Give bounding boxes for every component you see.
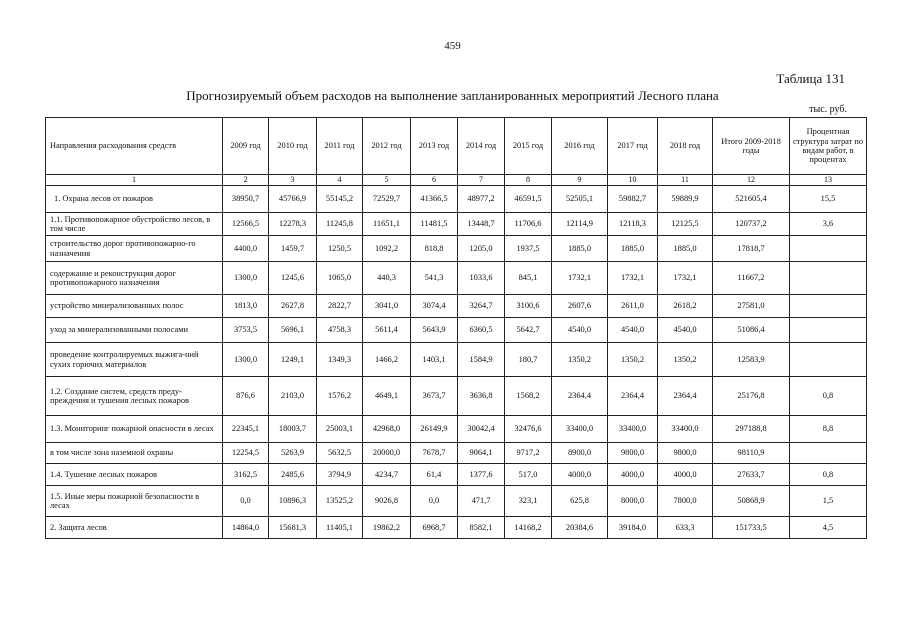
table-cell: 46591,5 [505,186,552,213]
table-cell: 11667,2 [713,262,790,295]
column-number: 6 [411,175,458,186]
table-cell: 42968,0 [363,416,411,443]
table-cell: 1065,0 [317,262,363,295]
column-number: 2 [223,175,269,186]
table-cell: 39184,0 [608,517,658,539]
page-number: 459 [444,40,461,52]
header-row [46,118,867,175]
row-label: 2. Защита лесов [46,517,223,539]
table-cell: 98110,9 [713,443,790,464]
table-row [46,464,867,486]
table-cell: 17818,7 [713,236,790,262]
table-cell: 33400,0 [608,416,658,443]
table-cell: 2485,6 [269,464,317,486]
table-cell: 38950,7 [223,186,269,213]
table-cell: 0,8 [790,377,867,416]
column-number: 5 [363,175,411,186]
table-cell: 1813,0 [223,295,269,318]
table-cell: 2607,6 [552,295,608,318]
table-cell: 845,1 [505,262,552,295]
table-cell: 1350,2 [552,343,608,377]
table-cell: 9064,1 [458,443,505,464]
table-cell: 1,5 [790,486,867,517]
table-cell: 52505,1 [552,186,608,213]
row-label: 1.4. Тушение лесных пожаров [46,464,223,486]
row-label: строительство дорог противопожарно-го назначения [46,236,223,262]
table-cell: 20000,0 [363,443,411,464]
table-cell: 4649,1 [363,377,411,416]
table-cell: 11651,1 [363,213,411,236]
table-title: Прогнозируемый объем расходов на выполнение запланированных мероприятий Лесного плана [186,88,719,103]
table-cell: 633,3 [658,517,713,539]
table-cell: 11405,1 [317,517,363,539]
table-cell: 541,3 [411,262,458,295]
table-cell: 5263,9 [269,443,317,464]
table-cell: 6968,7 [411,517,458,539]
table-cell: 4234,7 [363,464,411,486]
table-cell: 1937,5 [505,236,552,262]
table-cell: 151733,5 [713,517,790,539]
column-number: 9 [552,175,608,186]
table-cell: 1245,6 [269,262,317,295]
table-cell: 471,7 [458,486,505,517]
column-number: 10 [608,175,658,186]
table-cell: 818,8 [411,236,458,262]
table-cell: 180,7 [505,343,552,377]
table-cell: 6360,5 [458,318,505,343]
table-cell: 3100,6 [505,295,552,318]
table-cell: 50868,9 [713,486,790,517]
table-row [46,213,867,236]
column-header: 2012 год [363,118,411,175]
table-cell: 323,1 [505,486,552,517]
table-cell [790,236,867,262]
column-number: 7 [458,175,505,186]
column-number: 3 [269,175,317,186]
table-cell: 5643,9 [411,318,458,343]
table-cell [790,443,867,464]
table-cell: 1885,0 [658,236,713,262]
table-cell: 1300,0 [223,343,269,377]
table-row [46,377,867,416]
column-header: 2013 год [411,118,458,175]
table-cell: 2618,2 [658,295,713,318]
column-number: 8 [505,175,552,186]
table-row [46,262,867,295]
row-label: уход за минерализованными полосами [46,318,223,343]
table-row [46,443,867,464]
table-cell: 1403,1 [411,343,458,377]
table-cell: 3264,7 [458,295,505,318]
table-cell: 2364,4 [658,377,713,416]
table-cell: 440,3 [363,262,411,295]
column-header: 2014 год [458,118,505,175]
table-cell: 3794,9 [317,464,363,486]
table-cell: 59882,7 [608,186,658,213]
table-cell: 1732,1 [658,262,713,295]
table-cell: 3162,5 [223,464,269,486]
table-cell: 59889,9 [658,186,713,213]
units-label: тыс. руб. [809,104,847,115]
column-header: 2011 год [317,118,363,175]
table-cell: 3753,5 [223,318,269,343]
table-cell: 5611,4 [363,318,411,343]
table-cell: 45766,9 [269,186,317,213]
table-cell: 9026,8 [363,486,411,517]
table-cell: 1250,5 [317,236,363,262]
table-cell: 1377,6 [458,464,505,486]
table-cell: 12254,5 [223,443,269,464]
table-cell: 1466,2 [363,343,411,377]
table-cell: 12566,5 [223,213,269,236]
table-cell: 11481,5 [411,213,458,236]
row-label: 1.1. Противопожарное обустройство лесов, в том числе [46,213,223,236]
table-cell: 8000,0 [608,486,658,517]
row-label: устройство минерализованных полос [46,295,223,318]
table-cell: 8900,0 [552,443,608,464]
table-row [46,486,867,517]
table-cell: 5696,1 [269,318,317,343]
table-cell: 12118,3 [608,213,658,236]
table-cell: 20384,6 [552,517,608,539]
table-cell: 8,8 [790,416,867,443]
table-cell: 0,0 [223,486,269,517]
column-number: 13 [790,175,867,186]
table-cell: 1732,1 [552,262,608,295]
table-cell: 55145,2 [317,186,363,213]
table-cell: 12114,9 [552,213,608,236]
table-cell: 2364,4 [552,377,608,416]
table-cell: 5632,5 [317,443,363,464]
table-cell: 11706,6 [505,213,552,236]
table-cell [790,343,867,377]
table-cell: 33400,0 [552,416,608,443]
table-cell: 1300,0 [223,262,269,295]
row-label: 1.2. Создание систем, средств преду-преждения и тушения лесных пожаров [46,377,223,416]
table-cell [790,262,867,295]
table-cell: 3673,7 [411,377,458,416]
table-cell: 1568,2 [505,377,552,416]
table-cell [790,318,867,343]
column-header: Процентная структура затрат по видам работ, в процентах [790,118,867,175]
row-label: 1.5. Иные меры пожарной безопасности в лесах [46,486,223,517]
table-cell: 876,6 [223,377,269,416]
table-cell: 4540,0 [608,318,658,343]
table-row [46,236,867,262]
table-cell: 1350,2 [608,343,658,377]
table-cell: 22345,1 [223,416,269,443]
table-row [46,343,867,377]
table-cell: 297188,8 [713,416,790,443]
table-cell: 18003,7 [269,416,317,443]
table-cell: 9800,0 [658,443,713,464]
table-cell: 2627,8 [269,295,317,318]
table-cell: 120737,2 [713,213,790,236]
column-number-row [46,175,867,186]
table-cell: 11245,8 [317,213,363,236]
table-cell: 3041,0 [363,295,411,318]
column-header: 2016 год [552,118,608,175]
table-cell: 1033,6 [458,262,505,295]
table-cell: 4400,0 [223,236,269,262]
table-cell: 25176,8 [713,377,790,416]
column-header: 2017 год [608,118,658,175]
row-label: в том числе зона наземной охраны [46,443,223,464]
table-cell: 4540,0 [552,318,608,343]
table-number: Таблица 131 [776,71,845,86]
table-cell: 27633,7 [713,464,790,486]
table-cell: 12583,9 [713,343,790,377]
table-cell: 2611,0 [608,295,658,318]
row-label: 1. Охрана лесов от пожаров [46,186,223,213]
table-cell: 33400,0 [658,416,713,443]
table-cell: 14168,2 [505,517,552,539]
table-cell: 41366,5 [411,186,458,213]
table-cell: 1459,7 [269,236,317,262]
table-cell: 26149,9 [411,416,458,443]
table-cell: 30042,4 [458,416,505,443]
table-cell: 1092,2 [363,236,411,262]
column-number: 12 [713,175,790,186]
table-row [46,186,867,213]
table-cell: 1350,2 [658,343,713,377]
table-cell: 5642,7 [505,318,552,343]
table-cell: 72529,7 [363,186,411,213]
table-cell: 4758,3 [317,318,363,343]
table-cell: 0,0 [411,486,458,517]
row-label: проведение контролируемых выжига-ний сухих горючих материалов [46,343,223,377]
table-cell: 27581,0 [713,295,790,318]
table-cell: 14864,0 [223,517,269,539]
table-cell: 1205,0 [458,236,505,262]
table-cell: 625,8 [552,486,608,517]
table-cell: 4540,0 [658,318,713,343]
column-header: Направления расходования средств [46,118,223,175]
table-cell: 1249,1 [269,343,317,377]
table-cell: 13525,2 [317,486,363,517]
table-cell: 51086,4 [713,318,790,343]
table-cell: 521605,4 [713,186,790,213]
table-cell: 1576,2 [317,377,363,416]
table-cell: 15681,3 [269,517,317,539]
column-header: 2010 год [269,118,317,175]
table-cell: 2103,0 [269,377,317,416]
row-label: 1.3. Мониторинг пожарной опасности в лесах [46,416,223,443]
column-number: 4 [317,175,363,186]
table-cell: 32476,6 [505,416,552,443]
column-number: 11 [658,175,713,186]
expenses-table [45,117,867,539]
table-cell: 1349,3 [317,343,363,377]
table-cell: 1885,0 [608,236,658,262]
table-cell: 2364,4 [608,377,658,416]
table-cell: 1732,1 [608,262,658,295]
table-cell: 0,8 [790,464,867,486]
table-cell: 8582,1 [458,517,505,539]
row-label: содержание и реконструкция дорог противопожарного назначения [46,262,223,295]
table-cell: 517,0 [505,464,552,486]
table-cell: 61,4 [411,464,458,486]
table-cell: 4000,0 [552,464,608,486]
table-row [46,295,867,318]
table-row [46,318,867,343]
table-cell: 2822,7 [317,295,363,318]
table-cell: 4000,0 [658,464,713,486]
table-cell: 1584,9 [458,343,505,377]
column-header: 2009 год [223,118,269,175]
table-cell: 48977,2 [458,186,505,213]
table-cell: 9717,2 [505,443,552,464]
table-cell: 3074,4 [411,295,458,318]
table-row [46,517,867,539]
table-cell: 4000,0 [608,464,658,486]
table-cell: 7678,7 [411,443,458,464]
table-cell: 1885,0 [552,236,608,262]
table-cell: 19862,2 [363,517,411,539]
table-row [46,416,867,443]
column-header: 2015 год [505,118,552,175]
table-cell: 3636,8 [458,377,505,416]
table-cell: 13448,7 [458,213,505,236]
table-cell: 7800,0 [658,486,713,517]
table-cell: 25003,1 [317,416,363,443]
table-cell [790,295,867,318]
table-cell: 12125,5 [658,213,713,236]
column-header: Итого 2009-2018 годы [713,118,790,175]
table-cell: 15,5 [790,186,867,213]
table-cell: 12278,3 [269,213,317,236]
table-cell: 4,5 [790,517,867,539]
table-cell: 3,6 [790,213,867,236]
table-cell: 9800,0 [608,443,658,464]
column-header: 2018 год [658,118,713,175]
table-cell: 10896,3 [269,486,317,517]
column-number: 1 [46,175,223,186]
